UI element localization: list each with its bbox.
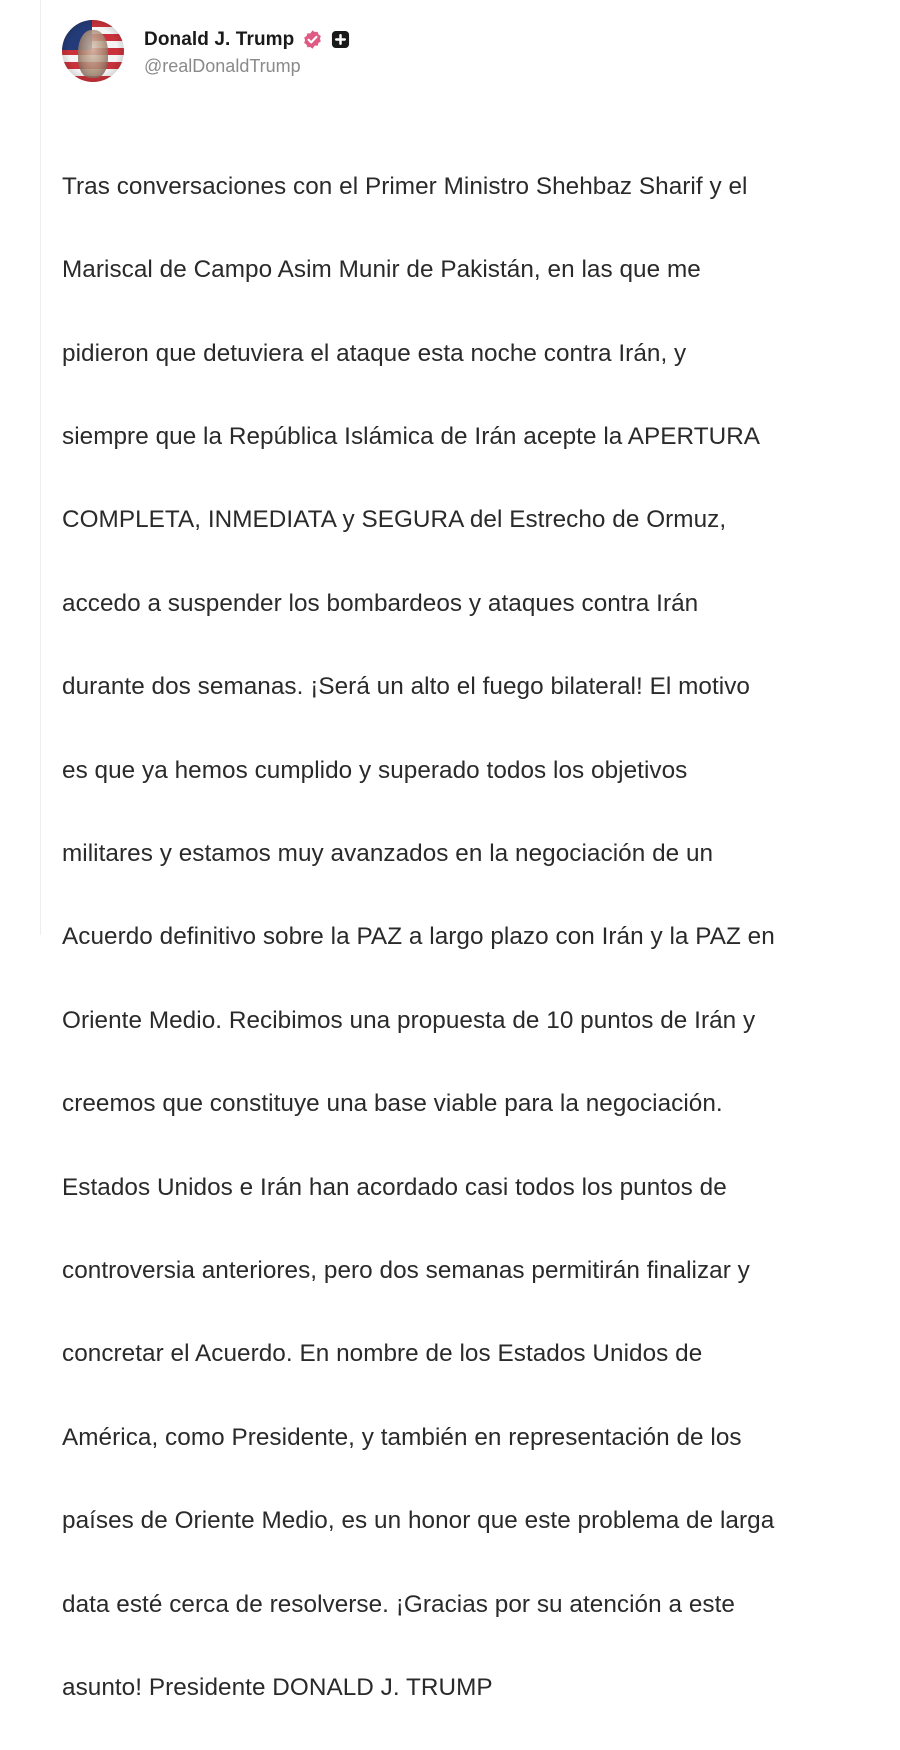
- post-body-line: Estados Unidos e Irán han acordado casi todos los puntos de: [62, 1173, 727, 1201]
- post-body-line: creemos que constituye una base viable para la negociación.: [62, 1090, 723, 1118]
- post-body: [62, 124, 892, 1750]
- post-body-line: durante dos semanas. ¡Será un alto el fuego bilateral! El motivo: [62, 673, 750, 701]
- author-display-name[interactable]: Donald J. Trump: [144, 28, 295, 50]
- author-handle[interactable]: @realDonaldTrump: [144, 55, 301, 76]
- post-body-line: concretar el Acuerdo. En nombre de los Estados Unidos de: [62, 1340, 703, 1368]
- post-body-line: controversia anteriores, pero dos semanas permitirán finalizar y: [62, 1256, 750, 1284]
- post-body-line: Tras conversaciones con el Primer Ministro Shehbaz Sharif y el: [62, 172, 748, 200]
- avatar-shade: [62, 20, 124, 82]
- post-body-line: siempre que la República Islámica de Irán acepte la APERTURA: [62, 422, 761, 450]
- post-body-line: Mariscal de Campo Asim Munir de Pakistán, en las que me: [62, 256, 701, 284]
- verified-badge-icon: [302, 29, 323, 50]
- post-body-line: asunto! Presidente DONALD J. TRUMP: [62, 1674, 493, 1702]
- post-header: [62, 18, 892, 84]
- post-body-line: militares y estamos muy avanzados en la negociación de un: [62, 839, 714, 867]
- avatar[interactable]: [62, 20, 124, 82]
- post-card: [62, 18, 892, 1750]
- post-body-line: data esté cerca de resolverse. ¡Gracias por su atención a este: [62, 1590, 735, 1618]
- post-body-line: COMPLETA, INMEDIATA y SEGURA del Estrecho de Ormuz,: [62, 506, 727, 534]
- post-body-line: América, como Presidente, y también en representación de los: [62, 1423, 742, 1451]
- post-body-line: es que ya hemos cumplido y superado todos los objetivos: [62, 756, 688, 784]
- post-body-line: Oriente Medio. Recibimos una propuesta de 10 puntos de Irán y: [62, 1006, 756, 1034]
- author-info: [144, 26, 350, 77]
- post-body-line: Acuerdo definitivo sobre la PAZ a largo plazo con Irán y la PAZ en: [62, 923, 775, 951]
- plus-box-icon: [331, 30, 350, 49]
- post-body-line: países de Oriente Medio, es un honor que este problema de larga: [62, 1507, 775, 1535]
- author-name-row: [144, 26, 350, 54]
- post-body-line: accedo a suspender los bombardeos y ataques contra Irán: [62, 589, 699, 617]
- left-divider: [40, 0, 41, 935]
- post-body-line: pidieron que detuviera el ataque esta noche contra Irán, y: [62, 339, 687, 367]
